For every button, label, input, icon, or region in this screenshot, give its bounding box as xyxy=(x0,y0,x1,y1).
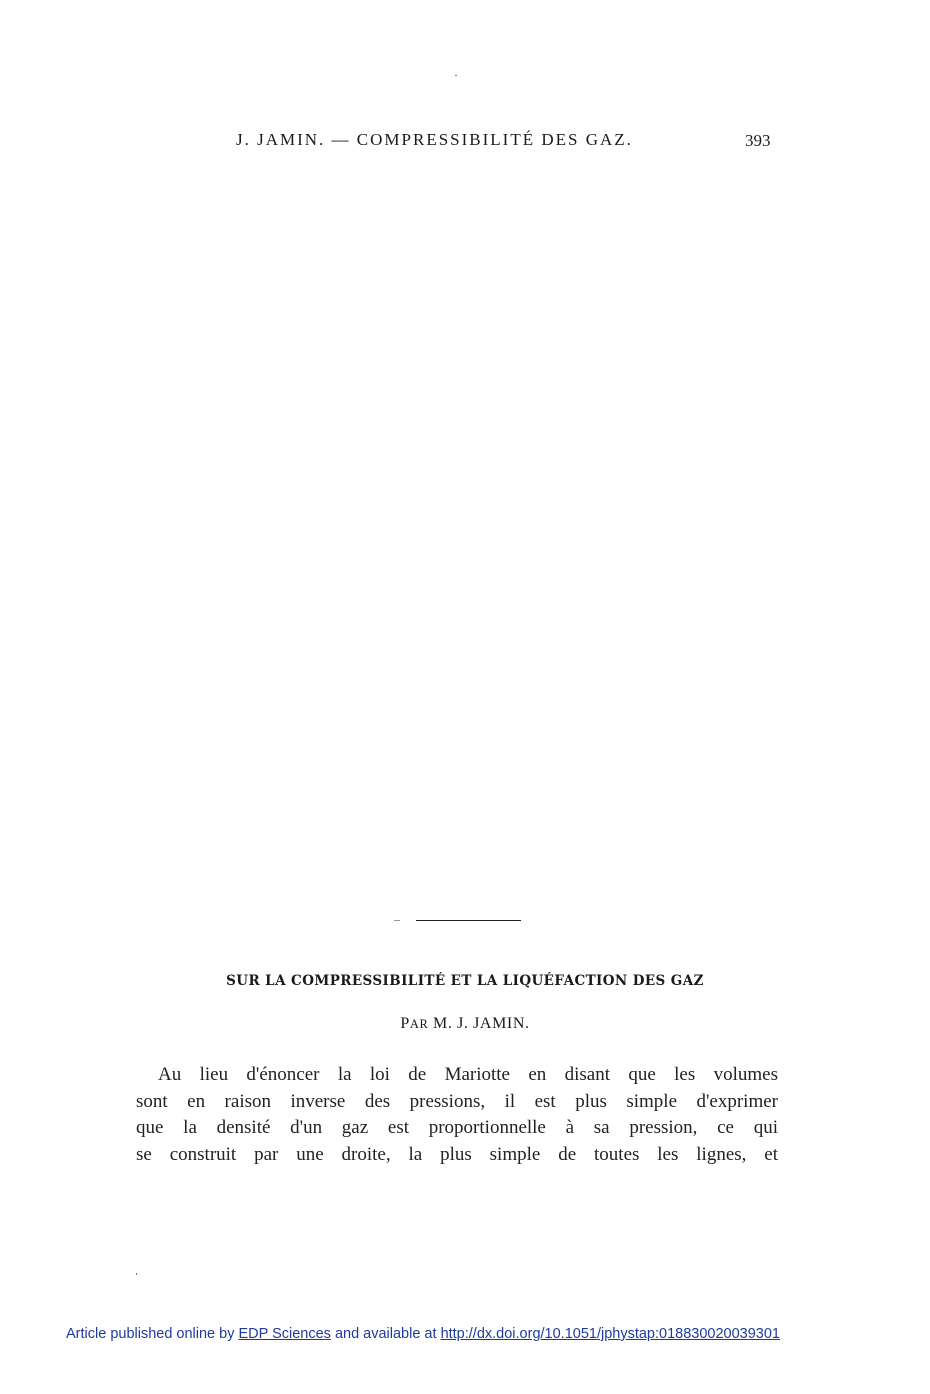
footer-middle: and available at xyxy=(330,1326,441,1342)
footer-prefix: Article published online by xyxy=(66,1326,239,1342)
page-number: 393 xyxy=(745,131,771,150)
body-line: que la densité d'un gaz est proportionnelle à sa pression, ce qui xyxy=(136,1117,778,1138)
author-prefix-cap: P xyxy=(400,1015,410,1032)
author-line xyxy=(0,1015,930,1033)
scan-speck xyxy=(394,920,400,921)
author-prefix-rest: AR xyxy=(409,1017,429,1031)
running-head: J. JAMIN. — COMPRESSIBILITÉ DES GAZ. xyxy=(236,130,633,149)
doi-link[interactable]: http://dx.doi.org/10.1051/jphystap:018830020039301 xyxy=(440,1326,780,1342)
scan-speck xyxy=(136,1273,137,1275)
section-divider xyxy=(416,920,521,921)
body-line: se construit par une droite, la plus simple de toutes les lignes, et xyxy=(136,1143,778,1165)
article-title: SUR LA COMPRESSIBILITÉ ET LA LIQUÉFACTION DES GAZ xyxy=(226,973,704,989)
publication-footer xyxy=(66,1326,780,1342)
scan-speck xyxy=(455,75,457,76)
author-name: M. J. JAMIN. xyxy=(428,1015,530,1032)
publisher-link[interactable]: EDP Sciences xyxy=(238,1326,331,1342)
body-paragraph xyxy=(136,1062,778,1168)
body-line: Au lieu d'énoncer la loi de Mariotte en disant que les volumes xyxy=(158,1064,778,1085)
body-line: sont en raison inverse des pressions, il est plus simple d'exprimer xyxy=(136,1090,778,1112)
